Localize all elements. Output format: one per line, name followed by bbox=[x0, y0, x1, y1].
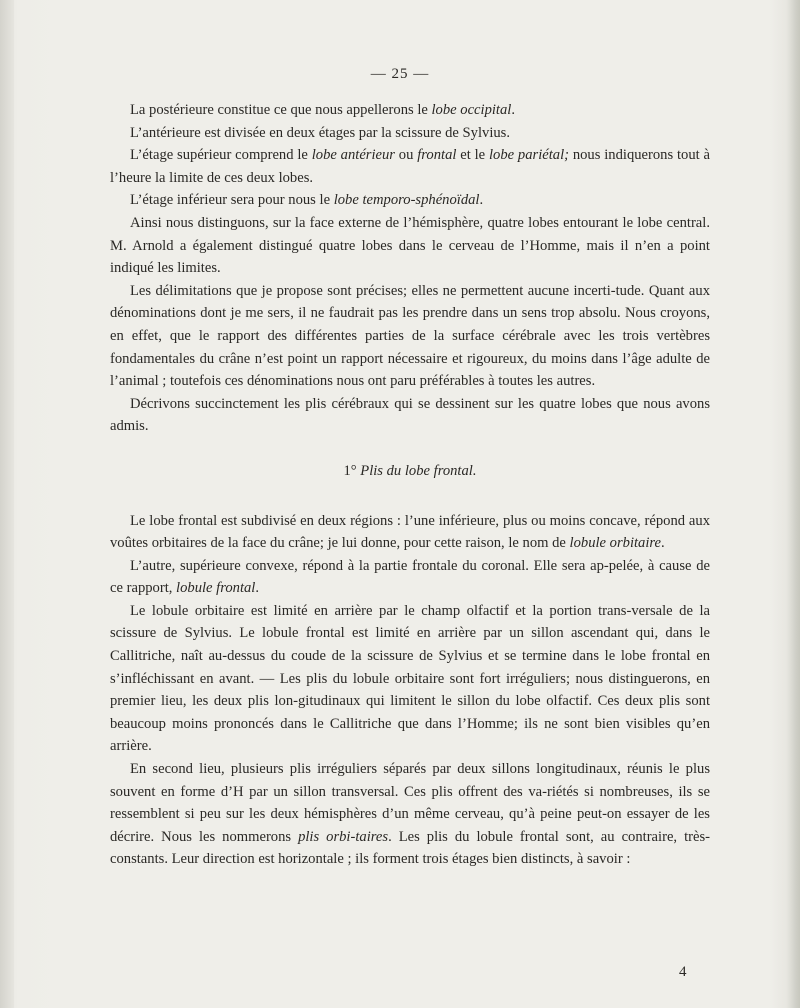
page-number: — 25 — bbox=[370, 66, 430, 82]
paragraph: Décrivons succinctement les plis cérébraux qui se dessinent sur les quatre lobes que nous avons admis. bbox=[110, 395, 710, 435]
paragraph: En second lieu, plusieurs plis irréguliers séparés par deux sillons longitudinaux, réunis le plus souvent en forme d’H par un sillon transversal. Ces plis offrent des va-riétés si nombreuses, ils se ressemblent si peu sur les deux hémisphères d’un même cerveau, qu’à peine peut-on essayer de les décrire. Nous les nommerons plis orbi-taires. Les plis du lobule frontal sont, au contraire, très-constants. Leur direction est horizontale ; ils forment trois étages bien distincts, à savoir : bbox=[110, 761, 711, 868]
paragraph: L’antérieure est divisée en deux étages par la scissure de Sylvius. bbox=[130, 124, 510, 141]
page-edge-left bbox=[0, 0, 14, 1008]
page-edge-right bbox=[786, 0, 800, 1008]
paragraph: La postérieure constitue ce que nous appellerons le lobe occipital. bbox=[130, 102, 515, 118]
body-text bbox=[110, 99, 710, 871]
signature-mark: 4 bbox=[679, 964, 687, 980]
section-number: 1° bbox=[343, 462, 357, 479]
paragraph: L’étage inférieur sera pour nous le lobe temporo-sphénoïdal. bbox=[130, 192, 484, 209]
paragraph: Ainsi nous distinguons, sur la face externe de l’hémisphère, quatre lobes entourant le lobe central. M. Arnold a également distingué quatre lobes dans le cerveau de l’Homme, mais il n’en a point indiqué les limites. bbox=[110, 214, 710, 277]
paragraph: L’étage supérieur comprend le lobe antérieur ou frontal et le lobe pariétal; nous indiquerons tout à l’heure la limite de ces deux lobes. bbox=[110, 147, 710, 186]
paragraph: Le lobe frontal est subdivisé en deux régions : l’une inférieure, plus ou moins concave, répond aux voûtes orbitaires de la face du crâne; je lui donne, pour cette raison, le nom de lobule orbitaire. bbox=[110, 512, 710, 552]
paragraph: L’autre, supérieure convexe, répond à la partie frontale du coronal. Elle sera ap-pelée, à cause de ce rapport, lobule frontal. bbox=[110, 557, 710, 597]
section-title: Plis du lobe frontal. bbox=[360, 462, 477, 479]
section-heading bbox=[110, 460, 710, 483]
paragraph: Le lobule orbitaire est limité en arrière par le champ olfactif et la portion trans-versale de la scissure de Sylvius. Le lobule frontal est limité en arrière par un sillon ascendant qui, dans le Callitriche, naît au-dessus du coude de la scissure de Sylvius et se termine dans le lobe frontal en s’infléchissant en avant. — Les plis du lobule orbitaire sont fort irréguliers; nous distinguerons, en premier lieu, les deux plis lon-gitudinaux qui limitent le sillon du lobe olfactif. Ces deux plis sont beaucoup moins prononcés dans le Callitriche que dans l’Homme; ils ne sont bien visibles qu’en arrière. bbox=[110, 602, 710, 755]
paragraph: Les délimitations que je propose sont précises; elles ne permettent aucune incerti-tude. Quant aux dénominations dont je me sers, il ne faudrait pas les prendre dans un sens trop absolu. Nous croyons, en effet, que le rapport des différentes parties de la surface cérébrale avec les trois vertèbres fondamentales du crâne n’est point un rapport nécessaire et rigoureux, du moins dans l’âge adulte de l’animal ; toutefois ces dénominations nous ont paru préférables à toutes les autres. bbox=[110, 282, 710, 390]
